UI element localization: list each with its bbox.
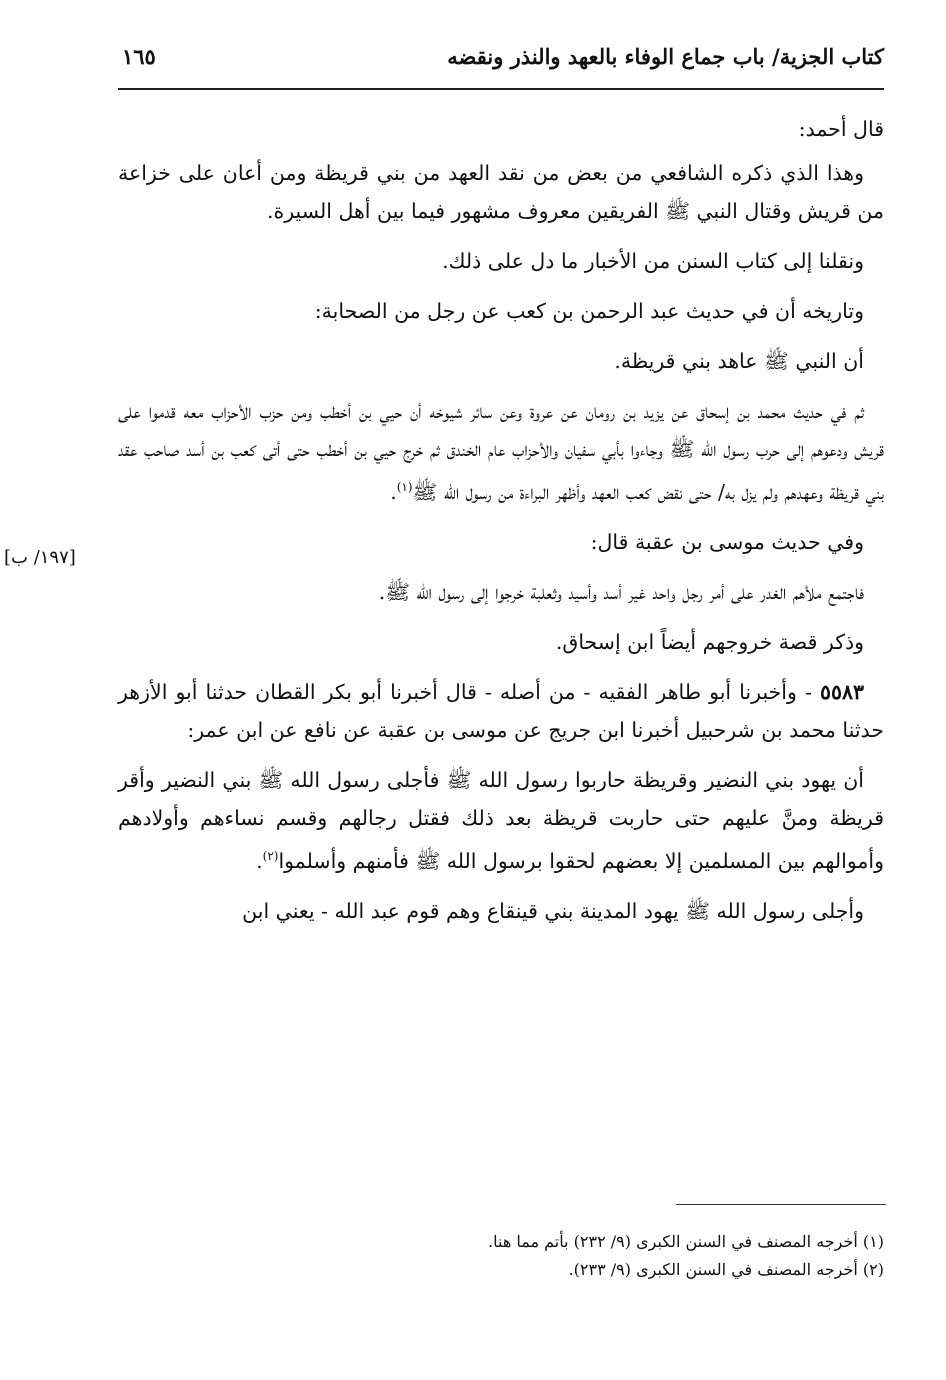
running-title: كتاب الجزية/ باب جماع الوفاء بالعهد والنذر ونقضه [447, 44, 884, 69]
footnote-ref-1: (١) [396, 480, 413, 494]
footnote-separator [676, 1204, 886, 1205]
paragraph-10-text: - وأخبرنا أبو طاهر الفقيه - من أصله - قال أخبرنا أبو بكر القطان حدثنا أبو الأزهر حدثنا محمد بن شرحبيل أخبرنا ابن جريج عن موسى بن عقبة عن نافع عن ابن عمر: [118, 679, 884, 742]
paragraph-8: فاجتمع ملأهم الغدر على أمر رجل واحد غير أسد وأسيد وثعلبة خرجوا إلى رسول الله ﷺ. [378, 579, 864, 604]
paragraph-7: وفي حديث موسى بن عقبة قال: [590, 529, 864, 554]
main-text [118, 110, 884, 942]
footnote-1: (١) أخرجه المصنف في السنن الكبرى (٩/ ٢٣٢) بأتم مما هنا. [488, 1232, 884, 1251]
manuscript-folio-marker: [١٩٧/ ب] [4, 547, 76, 568]
paragraph-4: وتاريخه أن في حديث عبد الرحمن بن كعب عن رجل من الصحابة: [314, 299, 864, 323]
hadith-number: ٥٥٨٣ [819, 679, 864, 704]
paragraph-10 [118, 673, 884, 749]
footnote-ref-2: (٢) [262, 848, 279, 863]
paragraph-1: قال أحمد: [798, 117, 884, 141]
paragraph-3: ونقلنا إلى كتاب السنن من الأخبار ما دل على ذلك. [442, 249, 864, 273]
paragraph-11: أن يهود بني النضير وقريظة حاربوا رسول الله ﷺ فأجلى رسول الله ﷺ بني النضير وأقر قريظة ومنَّ عليهم حتى حاربت قريظة بعد ذلك فقتل رجالهم وقسم نساءهم وأولادهم وأموالهم بين المسلمين إلا بعضهم لحقوا برسول الله ﷺ فأمنهم وأسلموا$^{(٢)}$. [118, 767, 884, 873]
paragraph-6-text: ثم في حديث محمد بن إسحاق عن يزيد بن رومان عن عروة وعن سائر شيوخه أن حيي بن أخطب ومن حزب الأحزاب معه قدموا على قريش ودعوهم إلى حرب رسول الله ﷺ وجاءوا بأبي سفيان والأحزاب عام الخندق ثم خرج حيي بن أخطب حتى أتى كعب بن أسد صاحب عقد بني قريظة وعهدهم ولم يزل به/ حتى نقض كعب العهد وأظهر البراءة من رسول الله ﷺ [118, 399, 884, 504]
page-number: ١٦٥ [122, 44, 156, 69]
paragraph-5: أن النبي ﷺ عاهد بني قريظة. [614, 349, 864, 373]
paragraph-6: ثم في حديث محمد بن إسحاق عن يزيد بن رومان عن عروة وعن سائر شيوخه أن حيي بن أخطب ومن حزب الأحزاب معه قدموا على قريش ودعوهم إلى حرب رسول الله ﷺ وجاءوا بأبي سفيان والأحزاب عام الخندق ثم خرج حيي بن أخطب حتى أتى كعب بن أسد صاحب عقد بني قريظة وعهدهم ولم يزل به/ حتى نقض كعب العهد وأظهر البراءة من رسول الله ﷺ$^{(١)}$. [118, 399, 884, 504]
footnotes [300, 1228, 884, 1284]
footnote-2: (٢) أخرجه المصنف في السنن الكبرى (٩/ ٢٣٣). [568, 1260, 884, 1279]
page-header [118, 40, 884, 90]
paragraph-2: وهذا الذي ذكره الشافعي من بعض من نقد العهد من بني قريظة ومن أعان على خزاعة من قريش وقتال النبي ﷺ الفريقين معروف مشهور فيما بين أهل السيرة. [118, 161, 884, 223]
paragraph-11-text: أن يهود بني النضير وقريظة حاربوا رسول الله ﷺ فأجلى رسول الله ﷺ بني النضير وأقر قريظة ومنَّ عليهم حتى حاربت قريظة بعد ذلك فقتل رجالهم وقسم نساءهم وأولادهم وأموالهم بين المسلمين إلا بعضهم لحقوا برسول الله ﷺ فأمنهم وأسلموا [118, 767, 884, 873]
paragraph-9: وذكر قصة خروجهم أيضاً ابن إسحاق. [555, 629, 864, 654]
paragraph-12: وأجلى رسول الله ﷺ يهود المدينة بني قينقاع وهم قوم عبد الله - يعني ابن [242, 898, 864, 923]
